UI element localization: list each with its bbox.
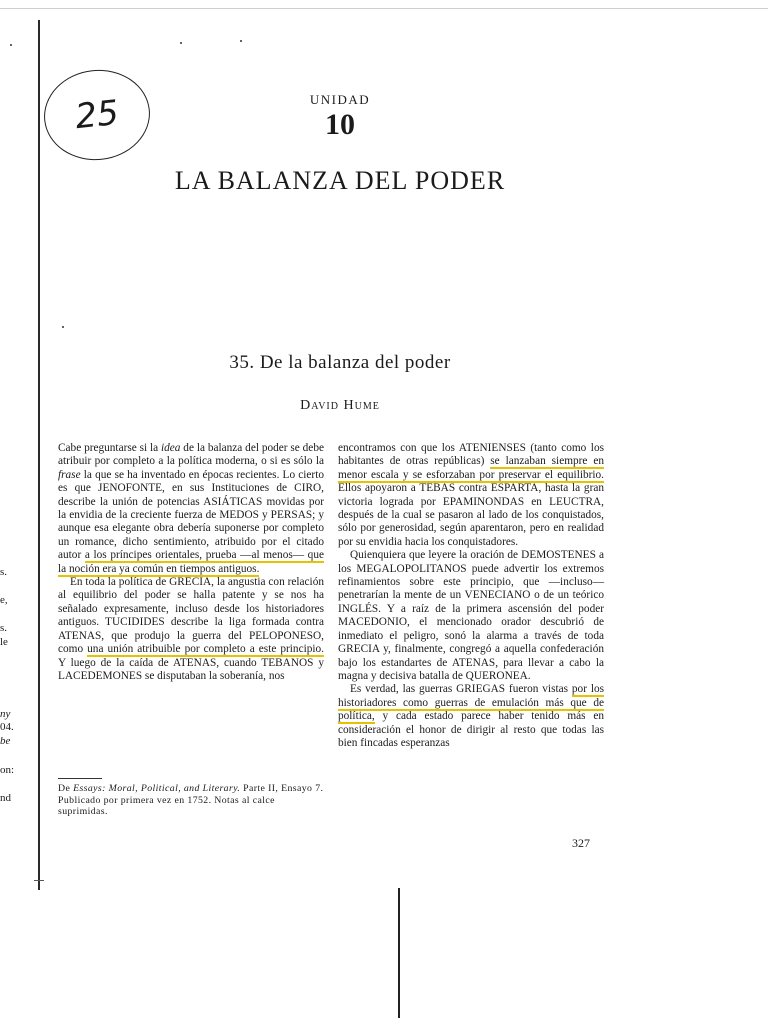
footnote xyxy=(58,778,324,818)
previous-page-margin-fragments xyxy=(0,0,30,1024)
handwritten-number: 25 xyxy=(73,92,121,138)
scan-stray-line xyxy=(398,888,400,1018)
highlighted-passage: una unión atribuible por completo a este principio. xyxy=(87,643,324,656)
binding-margin-line xyxy=(38,20,40,890)
footnote-rule xyxy=(58,778,102,779)
margin-fragment: s. xyxy=(0,622,8,634)
paragraph: Quienquiera que leyere la oración de DEMOSTENES a los MEGALOPOLITANOS puede advertir los extremos refinamientos sobre este principio, que —incluso— penetrarían la mente de un VENECIANO o de un teórico INGLÉS. Y a raíz de la primera ascensión del poder MACEDONIO, el mencionado orador descubrió de inmediato el peligro, sonó la alarma a través de toda GRECIA y, finalmente, congregó a aquella confederación bajo los estandartes de ATENAS, para llevar a cabo la magna y decisiva batalla de QUERONEA. xyxy=(338,549,604,682)
page-number: 327 xyxy=(572,836,590,850)
scan-speck xyxy=(180,42,182,44)
unit-title: LA BALANZA DEL PODER xyxy=(174,166,506,195)
scan-edge-line xyxy=(0,8,768,9)
scan-speck xyxy=(10,44,12,46)
binding-margin-tick xyxy=(34,880,44,881)
author-name: David Hume xyxy=(300,398,380,413)
margin-fragment: ny xyxy=(0,708,11,720)
footnote-text: De Essays: Moral, Political, and Literary. Parte II, Ensayo 7. Publicado por primera vez en 1752. Notas al calce suprimidas. xyxy=(58,783,324,817)
paragraph: Es verdad, las guerras GRIEGAS fueron vistas por los historiadores como guerras de emulación más que de política, y cada estado parece haber tenido más en consideración el honor de dirigir al resto que todas las bien fincadas esperanzas xyxy=(338,683,604,749)
text-column-left xyxy=(58,442,324,683)
highlighted-passage: a los príncipes orientales, prueba —al menos— que la noción era ya común en tiempos antiguos. xyxy=(58,549,324,575)
paragraph: En toda la política de GRECIA, la angustia con relación al equilibrio del poder se halla patente y se nos ha señalado expresamente, incluso desde los historiadores antiguos. TUCIDIDES describe la liga formada contra ATENAS, que produjo la guerra del PELOPONESO, como una unión atribuible por completo a este principio. Y luego de la caída de ATENAS, cuando TEBANOS y LACEDEMONES se disputaban la soberanía, nos xyxy=(58,576,324,682)
margin-fragment: 04. xyxy=(0,721,14,733)
margin-fragment: be xyxy=(0,735,11,747)
scan-speck xyxy=(240,40,242,42)
unit-label: UNIDAD xyxy=(309,92,371,107)
margin-fragment: le xyxy=(0,636,8,648)
section-title: 35. De la balanza del poder xyxy=(229,352,451,373)
margin-fragment: on: xyxy=(0,764,15,776)
highlighted-passage: por los historiadores como guerras de emulación más que de política, xyxy=(338,683,604,723)
paragraph: encontramos con que los ATENIENSES (tanto como los habitantes de otras repúblicas) se lanzaban siempre en menor escala y se esforzaban por preservar el equilibrio. Ellos apoyaron a TEBAS contra ESPARTA, hasta la gran victoria lograda por EPAMINONDAS en LEUCTRA, después de la cual se pasaron al lado de los conquistados, sólo por generosidad, según aparentaron, pero en realidad por su envidia hacia los conquistadores. xyxy=(338,442,605,548)
scan-speck xyxy=(62,326,64,328)
margin-fragment: e, xyxy=(0,594,8,606)
margin-fragment: s. xyxy=(0,566,8,578)
handwritten-circled-number xyxy=(40,65,155,166)
text-column-right xyxy=(338,442,604,750)
source-title: Essays: Moral, Political, and Literary. xyxy=(73,783,241,794)
paragraph: Cabe preguntarse si la idea de la balanza del poder se debe atribuir por completo a la política moderna, o si es sólo la frase la que se ha inventado en épocas recientes. Lo cierto es que JENOFONTE, en sus Instituciones de CIRO, describe la unión de potencias ASIÁTICAS movidas por la envidia de la creciente fuerza de MEDOS y PERSAS; y aunque esa elegante obra debería suponerse por completo un romance, dicho sentimiento, atribuido por el citado autor a los príncipes orientales, prueba —al menos— que la noción era ya común en tiempos antiguos. xyxy=(58,442,324,575)
unit-number: 10 xyxy=(325,108,355,141)
highlighted-passage: se lanzaban siempre en menor escala y se esforzaban por preservar el equilibrio. xyxy=(338,455,605,481)
margin-fragment: nd xyxy=(0,792,11,804)
